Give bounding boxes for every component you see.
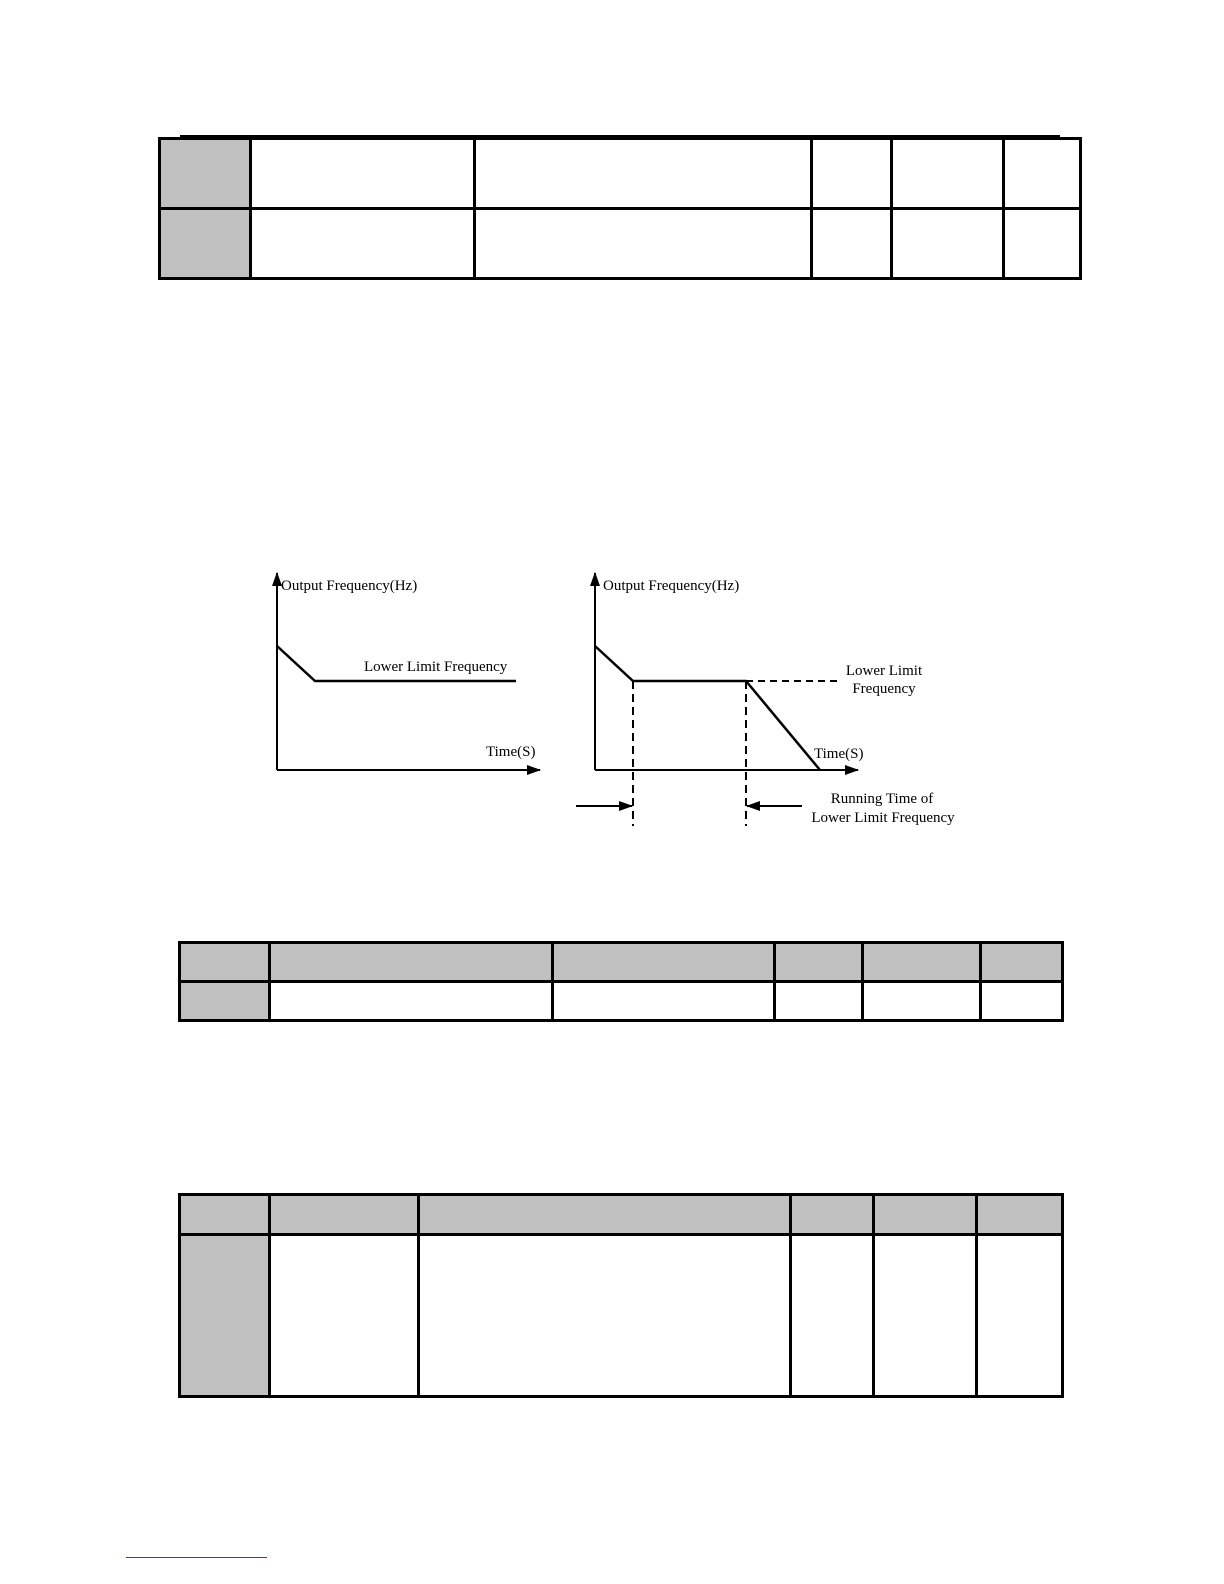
table-row <box>180 1235 1063 1397</box>
table-cell <box>977 1235 1063 1397</box>
table-cell <box>270 1235 419 1397</box>
table-header-cell <box>977 1195 1063 1235</box>
table-cell <box>981 982 1063 1021</box>
table-header-cell <box>419 1195 791 1235</box>
table-header-cell <box>863 943 981 982</box>
table-cell <box>270 982 553 1021</box>
table-header-cell <box>270 1195 419 1235</box>
table-row <box>180 982 1063 1021</box>
left-plot <box>277 573 540 770</box>
right-curve-label-line2: Frequency <box>852 681 916 697</box>
table-cell <box>775 982 863 1021</box>
running-time-label-line2: Lower Limit Frequency <box>811 810 955 826</box>
parameter-table-bottom <box>178 1193 1064 1398</box>
table-header-cell <box>775 943 863 982</box>
right-curve-label-line1: Lower Limit <box>845 663 923 679</box>
table-cell <box>553 982 775 1021</box>
table-header-cell <box>791 1195 874 1235</box>
running-time-label-line1: Running Time of <box>830 791 934 807</box>
table-header-cell <box>180 1195 270 1235</box>
table-header-cell <box>874 1195 977 1235</box>
right-y-axis-label: Output Frequency(Hz) <box>603 578 740 594</box>
left-x-axis-label: Time(S) <box>486 744 536 760</box>
table-cell <box>419 1235 791 1397</box>
right-frequency-curve <box>595 646 820 770</box>
table-cell <box>874 1235 977 1397</box>
table-header-cell <box>270 943 553 982</box>
table-cell <box>863 982 981 1021</box>
table-header-cell <box>981 943 1063 982</box>
table-header-cell <box>553 943 775 982</box>
table-cell <box>791 1235 874 1397</box>
left-y-axis-label: Output Frequency(Hz) <box>281 578 418 594</box>
right-plot <box>576 573 955 826</box>
table-header-cell <box>180 943 270 982</box>
left-curve-label: Lower Limit Frequency <box>364 659 508 675</box>
parameter-table-middle <box>178 941 1064 1022</box>
right-x-axis-label: Time(S) <box>814 746 864 762</box>
footer-link-underline[interactable] <box>126 1557 267 1558</box>
table-cell <box>180 982 270 1021</box>
table-header-row <box>180 1195 1063 1235</box>
table-header-row <box>180 943 1063 982</box>
table-cell <box>180 1235 270 1397</box>
